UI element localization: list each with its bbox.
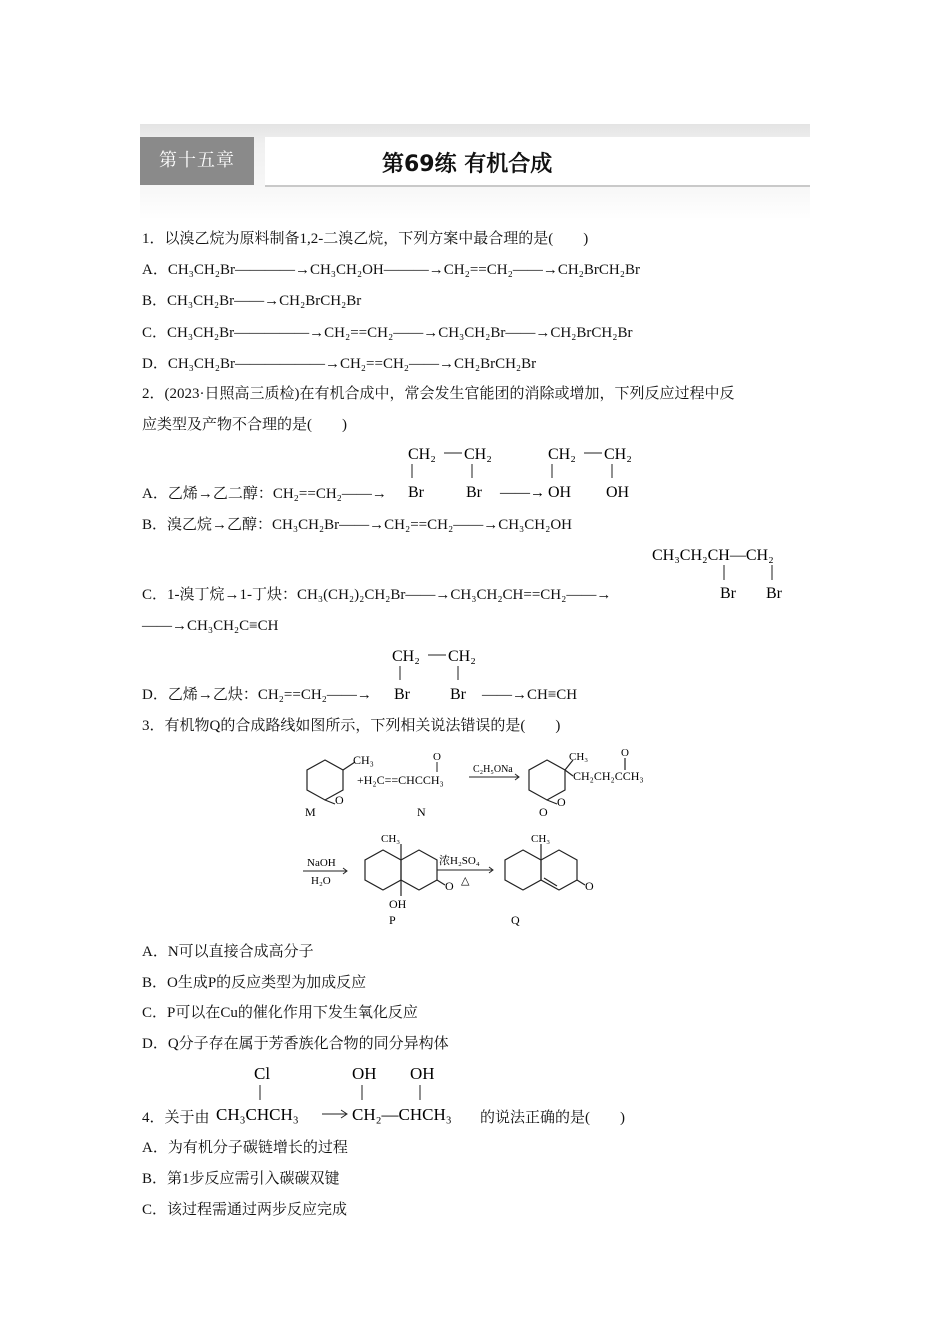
- q3-option-a: A．N可以直接合成高分子: [142, 944, 314, 960]
- o-label: O: [433, 751, 441, 763]
- q2-stem-line2: 应类型及产物不合理的是( ): [142, 417, 347, 433]
- q1-option-c: C．CH₃CH₂Br—————→CH₂==CH₂——→CH₃CH₂Br——→CH₂BrCH₂Br: [142, 325, 633, 341]
- ch3-label: CH₃: [353, 753, 374, 767]
- ch2-label: CH₂: [408, 446, 436, 463]
- chain-label: CH₃CH₂CH—CH₂: [652, 547, 774, 564]
- q3-option-b: B．O生成P的反应类型为加成反应: [142, 975, 367, 991]
- ch2-label: CH₂: [604, 446, 632, 463]
- reagent-c2h5ona: C₂H₅ONa: [473, 764, 513, 775]
- ch2-label: CH₂: [464, 446, 492, 463]
- q2-option-d-suffix: ——→CH≡CH: [482, 687, 578, 703]
- ch3-label: CH₃: [569, 751, 589, 763]
- q2-option-d-prefix: D．乙烯→乙炔：CH₂==CH₂——→: [142, 687, 372, 703]
- page-title: 第69练 有机合成: [382, 152, 553, 177]
- q2-a-structures: [400, 440, 650, 506]
- compound-m: [307, 760, 355, 804]
- compound-p: [365, 844, 445, 896]
- q3-stem: 3．有机物Q的合成路线如图所示，下列相关说法错误的是( ): [142, 718, 561, 734]
- q3-reaction-scheme: [285, 742, 675, 936]
- label-o: O: [539, 805, 548, 819]
- q4-option-a: A．为有机分子碳链增长的过程: [142, 1140, 348, 1156]
- oh-label: OH: [389, 897, 407, 911]
- chapter-label: 第十五章: [140, 137, 254, 185]
- q2-option-c: C．1-溴丁烷→1-丁炔：CH₃(CH₂)₂CH₂Br——→CH₃CH₂CH==CH₂——→: [142, 587, 612, 603]
- right-formula: CH₂—CHCH₃: [352, 1105, 452, 1124]
- n-formula: +H₂C==CHCCH₃: [357, 773, 444, 787]
- br-label: Br: [408, 484, 424, 501]
- cl-label: Cl: [254, 1064, 271, 1083]
- q3-option-d: D．Q分子存在属于芳香族化合物的同分异构体: [142, 1036, 449, 1052]
- br-label: Br: [766, 585, 782, 602]
- q3-option-c: C．P可以在Cu的催化作用下发生氧化反应: [142, 1005, 418, 1021]
- arrow-text: ——→: [500, 485, 545, 501]
- label-m: M: [305, 805, 316, 819]
- left-formula: CH₃CHCH₃: [216, 1105, 299, 1124]
- o-label: O: [585, 879, 594, 893]
- q2-stem-line1: 2．(2023·日照高三质检)在有机合成中，常会发生官能团的消除或增加，下列反应过程中反: [142, 386, 735, 402]
- q2-option-b: B．溴乙烷→乙醇：CH₃CH₂Br——→CH₂==CH₂——→CH₃CH₂OH: [142, 517, 572, 533]
- reagent-heat: △: [461, 875, 470, 887]
- q1-option-d: D．CH₃CH₂Br——————→CH₂==CH₂——→CH₂BrCH₂Br: [142, 356, 537, 372]
- q4-option-b: B．第1步反应需引入碳碳双键: [142, 1171, 340, 1187]
- oh-label: OH: [410, 1064, 435, 1083]
- reagent-naoh: NaOH: [307, 857, 336, 869]
- ch3-label: CH₃: [531, 833, 551, 845]
- ch2-label: CH₂: [548, 446, 576, 463]
- q4-structure: [214, 1060, 484, 1130]
- br-label: Br: [466, 484, 482, 501]
- o-chain: CH₂CH₂CCH₃: [573, 769, 644, 783]
- ch2-label: CH₂: [392, 648, 420, 665]
- o-label: O: [621, 747, 629, 759]
- compound-q: [505, 844, 585, 890]
- reagent-h2o: H₂O: [311, 875, 331, 887]
- oh-label: OH: [548, 484, 572, 501]
- br-label: Br: [394, 686, 410, 703]
- q1-option-a: A．CH₃CH₂Br————→CH₃CH₂OH———→CH₂==CH₂——→CH₂BrCH₂Br: [142, 262, 640, 278]
- label-n: N: [417, 805, 426, 819]
- o-label: O: [335, 793, 344, 807]
- o-label: O: [445, 879, 454, 893]
- q2-option-a-prefix: A．乙烯→乙二醇：CH₂==CH₂——→: [142, 486, 387, 502]
- oh-label: OH: [606, 484, 630, 501]
- q1-option-b: B．CH₃CH₂Br——→CH₂BrCH₂Br: [142, 293, 362, 309]
- ch2-label: CH₂: [448, 648, 476, 665]
- label-q: Q: [511, 913, 520, 927]
- o-label: O: [557, 795, 566, 809]
- q1-stem: 1．以溴乙烷为原料制备1,2-二溴乙烷，下列方案中最合理的是( ): [142, 231, 589, 247]
- ch3-label: CH₃: [381, 833, 401, 845]
- br-label: Br: [720, 585, 736, 602]
- q4-stem-suffix: 的说法正确的是( ): [480, 1110, 625, 1126]
- q4-stem-prefix: 4．关于由: [142, 1110, 210, 1126]
- q2-option-c-cont: ——→CH₃CH₂C≡CH: [142, 618, 279, 634]
- reagent-h2so4: 浓H₂SO₄: [439, 855, 480, 867]
- q4-option-c: C．该过程需通过两步反应完成: [142, 1202, 348, 1218]
- q2-c-structure: [648, 540, 808, 606]
- oh-label: OH: [352, 1064, 377, 1083]
- label-p: P: [389, 913, 396, 927]
- br-label: Br: [450, 686, 466, 703]
